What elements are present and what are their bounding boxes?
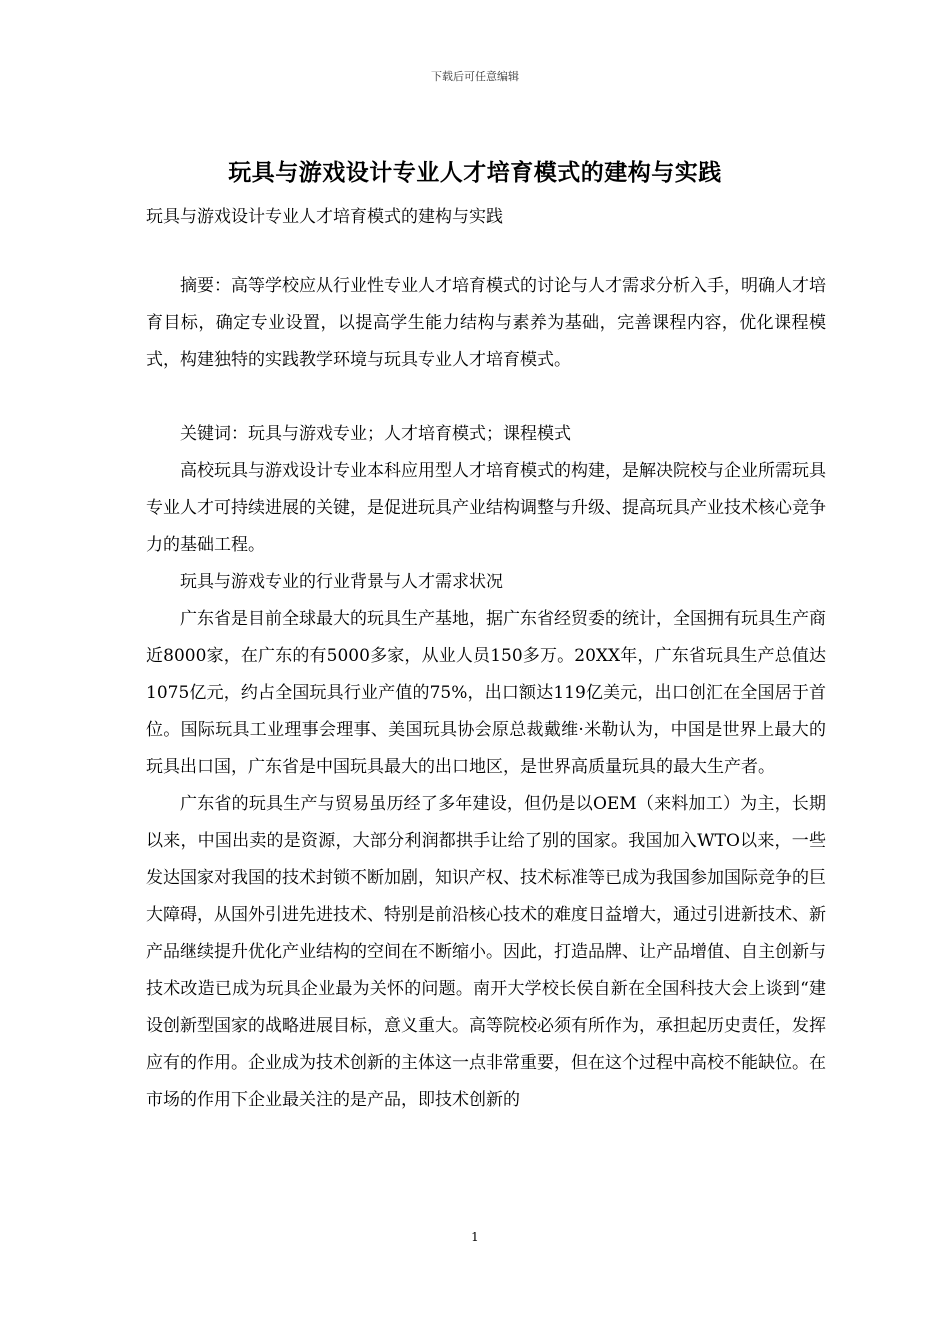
abstract-paragraph: 摘要：高等学校应从行业性专业人才培育模式的讨论与人才需求分析入手，明确人才培育目标，确定专业设置，以提高学生能力结构与素养为基础，完善课程内容，优化课程模式，构建独特的实践教学环境与玩具专业人才培育模式。 bbox=[146, 276, 826, 370]
background-paragraph-1: 广东省是目前全球最大的玩具生产基地，据广东省经贸委的统计，全国拥有玩具生产商近8000家，在广东的有5000多家，从业人员150多万。20XX年，广东省玩具生产总值达1075亿元，约占全国玩具行业产值的75%，出口额达119亿美元，出口创汇在全国居于首位。国际玩具工业理事会理事、美国玩具协会原总裁戴维·米勒认为，中国是世界上最大的玩具出口国，广东省是中国玩具最大的出口地区，是世界高质量玩具的最大生产者。 bbox=[146, 609, 826, 777]
header-note: 下载后可任意编辑 bbox=[431, 70, 519, 83]
document-subtitle: 玩具与游戏设计专业人才培育模式的建构与实践 bbox=[146, 207, 503, 227]
document-body bbox=[146, 268, 826, 1119]
keywords-paragraph: 关键词：玩具与游戏专业；人才培育模式；课程模式 bbox=[180, 424, 571, 444]
document-title: 玩具与游戏设计专业人才培育模式的建构与实践 bbox=[228, 159, 722, 186]
section-heading: 玩具与游戏专业的行业背景与人才需求状况 bbox=[180, 572, 503, 592]
intro-paragraph: 高校玩具与游戏设计专业本科应用型人才培育模式的构建，是解决院校与企业所需玩具专业人才可持续进展的关键，是促进玩具产业结构调整与升级、提高玩具产业技术核心竞争力的基础工程。 bbox=[146, 461, 826, 555]
page-number: 1 bbox=[471, 1230, 479, 1244]
background-paragraph-2: 广东省的玩具生产与贸易虽历经了多年建设，但仍是以OEM（来料加工）为主，长期以来，中国出卖的是资源，大部分利润都拱手让给了别的国家。我国加入WTO以来，一些发达国家对我国的技术封锁不断加剧，知识产权、技术标准等已成为我国参加国际竞争的巨大障碍，从国外引进先进技术、特别是前沿核心技术的难度日益增大，通过引进新技术、新产品继续提升优化产业结构的空间在不断缩小。因此，打造品牌、让产品增值、自主创新与技术改造已成为玩具企业最为关怀的问题。南开大学校长侯自新在全国科技大会上谈到“建设创新型国家的战略进展目标，意义重大。高等院校必须有所作为，承担起历史责任，发挥应有的作用。企业成为技术创新的主体这一点非常重要，但在这个过程中高校不能缺位。在市场的作用下企业最关注的是产品，即技术创新的 bbox=[146, 794, 826, 1110]
